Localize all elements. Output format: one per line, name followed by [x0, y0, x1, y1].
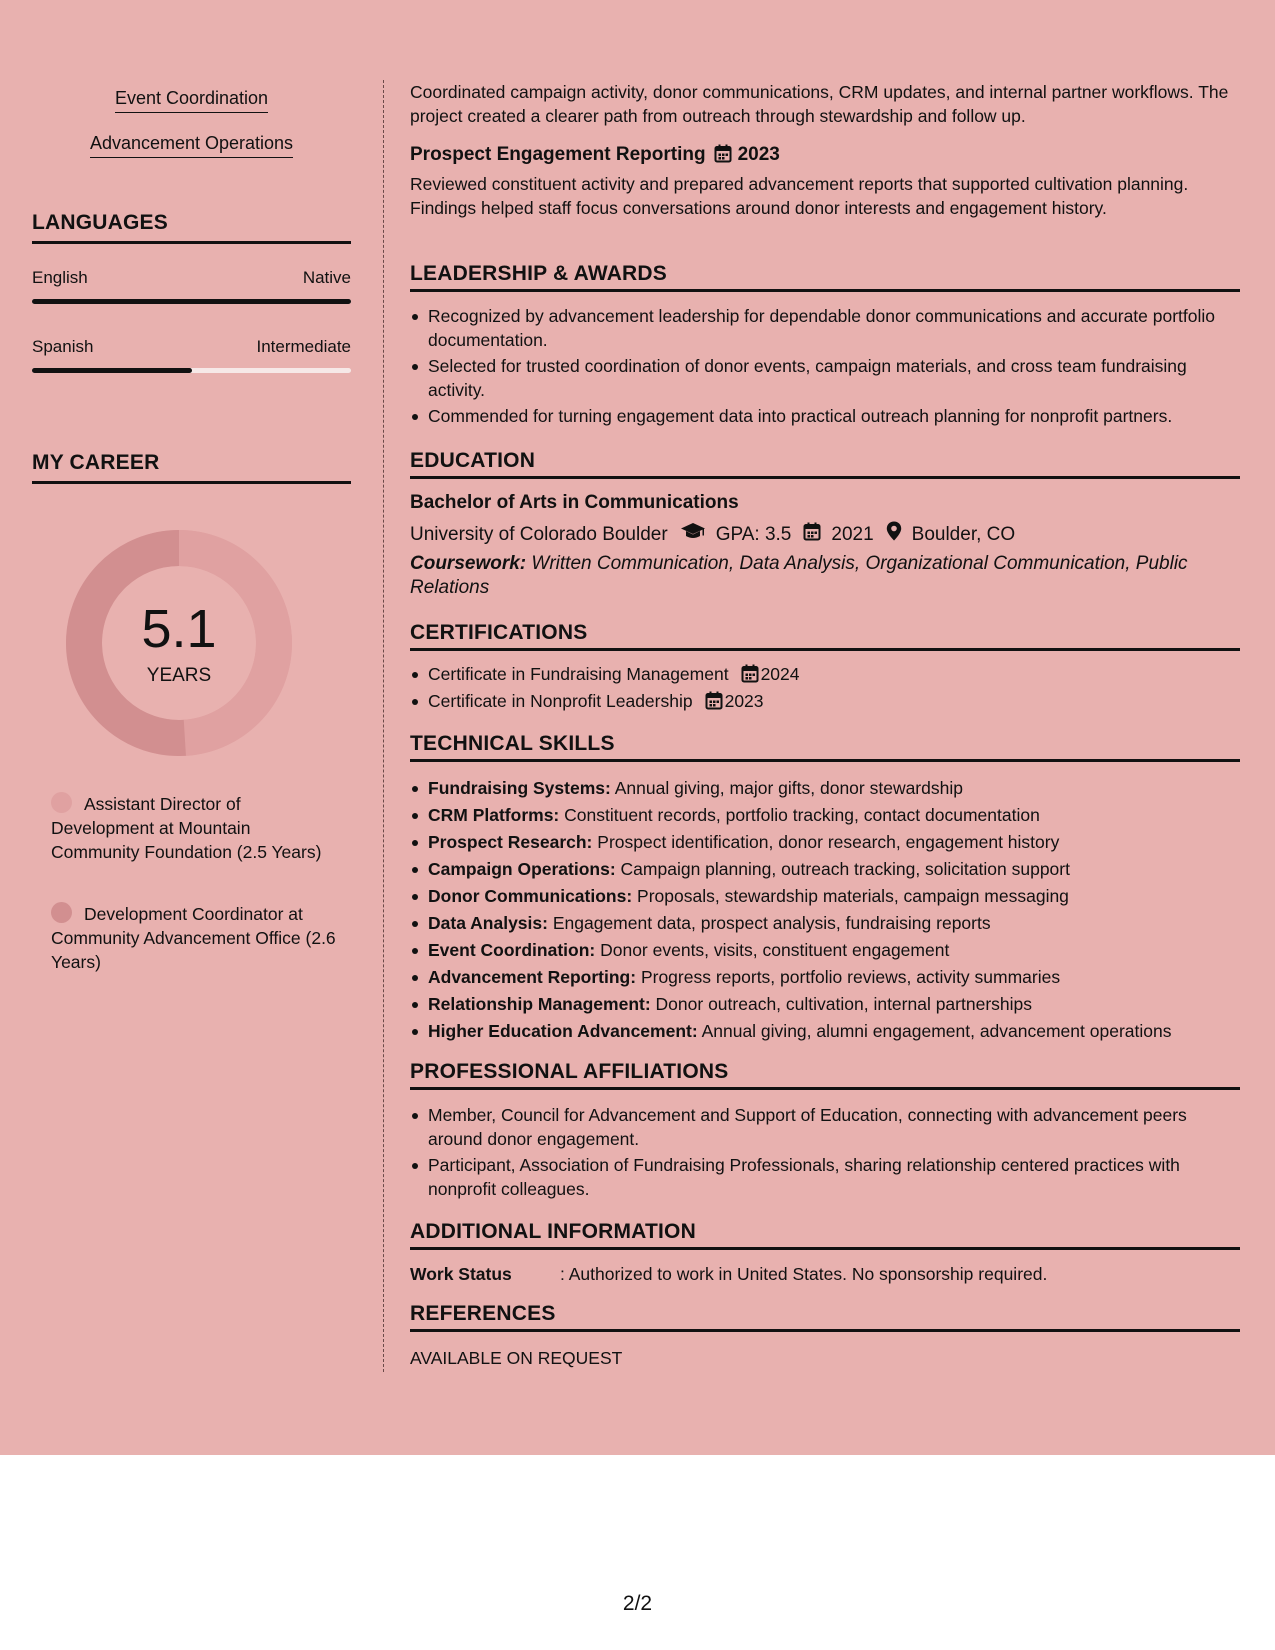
language-proficiency-bar [32, 368, 351, 373]
coursework-list: Written Communication, Data Analysis, Organizational Communication, Public Relations [410, 553, 1188, 598]
education-title: EDUCATION [410, 449, 1240, 479]
certification-name: Certificate in Nonprofit Leadership [428, 691, 693, 711]
skill-details: Progress reports, portfolio reviews, activity summaries [640, 967, 1061, 987]
interest-item [32, 133, 351, 158]
language-row [32, 337, 351, 357]
list-item [410, 662, 1240, 689]
affiliations-list [410, 1103, 1240, 1201]
skill-category: CRM Platforms: [428, 805, 560, 825]
interest-item [32, 88, 351, 113]
language-name: English [32, 268, 88, 287]
graduation-cap-icon [680, 522, 706, 547]
project-year: 2023 [737, 144, 780, 165]
list-item: Recognized by advancement leadership for dependable donor communications and accurate portfolio documentation. [410, 304, 1240, 352]
legend-dot [51, 792, 72, 813]
calendar-icon [705, 691, 723, 716]
leadership-list [410, 304, 1240, 428]
language-proficiency-fill [32, 368, 192, 373]
work-status-label: Work Status [410, 1264, 512, 1284]
skill-category: Prospect Research: [428, 832, 593, 852]
skill-details: Engagement data, prospect analysis, fundraising reports [552, 913, 991, 933]
skill-category: Data Analysis: [428, 913, 548, 933]
career-role-label: Development Coordinator at Community Advancement Office (2.6 Years) [51, 904, 336, 972]
skill-details: Prospect identification, donor research, engagement history [597, 832, 1060, 852]
language-proficiency-fill [32, 299, 351, 304]
calendar-icon [803, 522, 821, 548]
skill-details: Donor events, visits, constituent engagement [600, 940, 950, 960]
certifications-list [410, 662, 1240, 716]
skill-details: Donor outreach, cultivation, internal partnerships [655, 994, 1033, 1014]
list-item: Selected for trusted coordination of donor events, campaign materials, and cross team fundraising activity. [410, 354, 1240, 402]
skill-category: Donor Communications: [428, 886, 633, 906]
skill-category: Relationship Management: [428, 994, 651, 1014]
leadership-title: LEADERSHIP & AWARDS [410, 262, 1240, 292]
career-donut-chart [66, 530, 292, 756]
additional-info-title: ADDITIONAL INFORMATION [410, 1220, 1240, 1250]
coursework-label: Coursework: [410, 553, 527, 574]
skill-category: Campaign Operations: [428, 859, 616, 879]
skills-list [410, 776, 1240, 1046]
education-location: Boulder, CO [911, 523, 1016, 545]
page-number: 2/2 [622, 1592, 653, 1615]
interest-label: Event Coordination [115, 88, 268, 113]
skill-category: Higher Education Advancement: [428, 1021, 698, 1041]
list-item [410, 965, 1240, 992]
graduation-year: 2021 [831, 523, 874, 545]
skill-details: Constituent records, portfolio tracking, contact documentation [564, 805, 1040, 825]
affiliations-title: PROFESSIONAL AFFILIATIONS [410, 1060, 1240, 1090]
list-item [410, 776, 1240, 803]
skill-details: Proposals, stewardship materials, campaign messaging [637, 886, 1069, 906]
skill-category: Event Coordination: [428, 940, 596, 960]
project-title: Prospect Engagement Reporting [410, 144, 706, 165]
education-details [410, 521, 1240, 548]
work-status-value: : Authorized to work in United States. No sponsorship required. [560, 1264, 1048, 1284]
interest-label: Advancement Operations [90, 133, 293, 158]
list-item [410, 884, 1240, 911]
language-name: Spanish [32, 337, 94, 356]
list-item [410, 857, 1240, 884]
list-item [410, 911, 1240, 938]
language-row [32, 268, 351, 288]
list-item [410, 803, 1240, 830]
calendar-icon [714, 144, 732, 169]
list-item [410, 992, 1240, 1019]
column-divider [383, 80, 384, 1372]
language-proficiency-bar [32, 299, 351, 304]
coursework [410, 552, 1240, 600]
certifications-title: CERTIFICATIONS [410, 621, 1240, 651]
skill-category: Fundraising Systems: [428, 778, 611, 798]
list-item: Member, Council for Advancement and Support of Education, connecting with advancement peers around donor engagement. [410, 1103, 1240, 1151]
languages-title: LANGUAGES [32, 211, 351, 244]
career-role-item [51, 792, 341, 864]
list-item [410, 689, 1240, 716]
skill-category: Advancement Reporting: [428, 967, 637, 987]
career-total-years: 5.1 [141, 599, 217, 659]
certification-year: 2024 [760, 664, 800, 684]
career-role-label: Assistant Director of Development at Mountain Community Foundation (2.5 Years) [51, 794, 322, 862]
certification-year: 2023 [724, 691, 764, 711]
career-years-unit: YEARS [146, 665, 212, 686]
work-status-row [410, 1262, 1240, 1286]
skills-title: TECHNICAL SKILLS [410, 732, 1240, 762]
skill-details: Annual giving, major gifts, donor stewardship [614, 778, 963, 798]
references-title: REFERENCES [410, 1302, 1240, 1332]
calendar-icon [741, 664, 759, 689]
legend-dot [51, 902, 72, 923]
project-intro: Coordinated campaign activity, donor communications, CRM updates, and internal partner workflows. The project created a clearer path from outreach through stewardship and follow up. [410, 82, 1229, 126]
gpa: GPA: 3.5 [715, 523, 792, 545]
list-item [410, 938, 1240, 965]
career-title: MY CAREER [32, 451, 351, 484]
language-level: Native [302, 268, 351, 287]
project-description: Reviewed constituent activity and prepared advancement reports that supported cultivation planning. Findings helped staff focus conversations around donor interests and engagement history. [410, 174, 1189, 218]
references-text: AVAILABLE ON REQUEST [410, 1348, 623, 1368]
career-role-item [51, 902, 341, 974]
skill-details: Annual giving, alumni engagement, advancement operations [701, 1021, 1172, 1041]
location-pin-icon [886, 521, 902, 548]
project-header [410, 142, 1240, 169]
list-item: Participant, Association of Fundraising Professionals, sharing relationship centered practices with nonprofit colleagues. [410, 1153, 1240, 1201]
list-item [410, 1019, 1240, 1046]
skill-details: Campaign planning, outreach tracking, solicitation support [620, 859, 1070, 879]
language-level: Intermediate [256, 337, 351, 356]
certification-name: Certificate in Fundraising Management [428, 664, 729, 684]
list-item: Commended for turning engagement data into practical outreach planning for nonprofit partners. [410, 404, 1240, 428]
degree-title: Bachelor of Arts in Communications [410, 492, 739, 513]
list-item [410, 830, 1240, 857]
school-name: University of Colorado Boulder [410, 523, 668, 545]
